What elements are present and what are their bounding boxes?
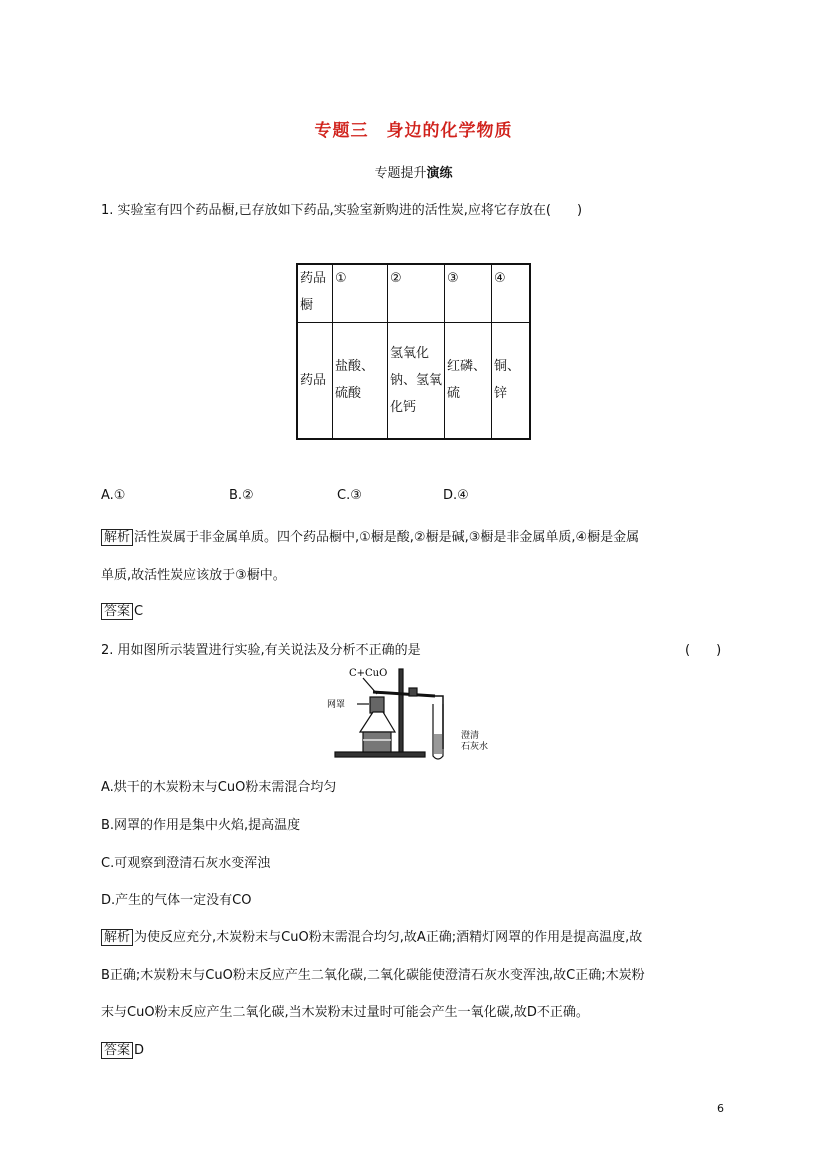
table-header-cell: ③ [445, 264, 492, 322]
q2-answer-paren: ( ) [685, 643, 722, 658]
q1-answer [101, 600, 143, 619]
q1-analysis [101, 526, 639, 545]
page-title: 专题三 身边的化学物质 [314, 121, 513, 141]
q1-option-d: D.④ [443, 488, 469, 503]
q2-stem: 2. 用如图所示装置进行实验,有关说法及分析不正确的是 [101, 643, 421, 658]
q2-option-b: B.网罩的作用是集中火焰,提高温度 [101, 818, 301, 833]
table-cell: 盐酸、硫酸 [333, 322, 388, 439]
q1-option-b: B.② [229, 488, 254, 503]
table-cell: 氢氧化钠、氢氧化钙 [388, 322, 445, 439]
q2-option-d: D.产生的气体一定没有CO [101, 893, 252, 908]
apparatus-drawing [335, 669, 443, 759]
q1-option-c: C.③ [337, 488, 362, 503]
q1-analysis-line1: 活性炭属于非金属单质。四个药品橱中,①橱是酸,②橱是碱,③橱是非金属单质,④橱是金属 [134, 530, 640, 545]
cabinet-table [296, 263, 531, 440]
q2-answer-value: D [134, 1043, 145, 1058]
section-subtitle [0, 162, 827, 181]
table-cell: 铜、锌 [492, 322, 531, 439]
answer-tag: 答案 [101, 603, 133, 620]
q2-analysis-line3: 末与CuO粉末反应产生二氧化碳,当木炭粉末过量时可能会产生一氧化碳,故D不正确。 [101, 1005, 589, 1020]
page-number: 6 [717, 1102, 724, 1115]
subtitle-bold: 演练 [426, 166, 453, 181]
q1-option-a: A.① [101, 488, 126, 503]
table-cell: 药品 [297, 322, 333, 439]
q2-analysis-line2: B正确;木炭粉末与CuO粉末反应产生二氧化碳,二氧化碳能使澄清石灰水变浑浊,故C正确;木炭粉 [101, 968, 645, 983]
answer-tag: 答案 [101, 1042, 133, 1059]
subtitle-plain: 专题提升 [374, 166, 427, 181]
label-limewater-2: 石灰水 [461, 742, 489, 752]
apparatus-figure [325, 664, 505, 764]
analysis-tag: 解析 [101, 529, 133, 546]
q2-answer [101, 1039, 144, 1058]
table-cell: 红磷、硫 [445, 322, 492, 439]
analysis-tag: 解析 [101, 929, 133, 946]
table-header-cell: ② [388, 264, 445, 322]
q2-analysis-line1: 为使反应充分,木炭粉末与CuO粉末需混合均匀,故A正确;酒精灯网罩的作用是提高温度,故 [134, 930, 643, 945]
q2-option-a: A.烘干的木炭粉末与CuO粉末需混合均匀 [101, 780, 337, 795]
label-limewater-1: 澄清 [461, 731, 480, 741]
table-header-cell: 药品橱 [297, 264, 333, 322]
label-reactants: C+CuO [349, 668, 388, 679]
q1-analysis-line2: 单质,故活性炭应该放于③橱中。 [101, 568, 286, 583]
q1-answer-value: C [134, 604, 144, 619]
table-header-cell: ① [333, 264, 388, 322]
q1-stem: 1. 实验室有四个药品橱,已存放如下药品,实验室新购进的活性炭,应将它存放在( ) [101, 203, 583, 218]
label-gauze: 网罩 [327, 700, 346, 710]
q2-analysis [101, 926, 642, 945]
table-header-cell: ④ [492, 264, 531, 322]
q2-option-c: C.可观察到澄清石灰水变浑浊 [101, 856, 271, 871]
